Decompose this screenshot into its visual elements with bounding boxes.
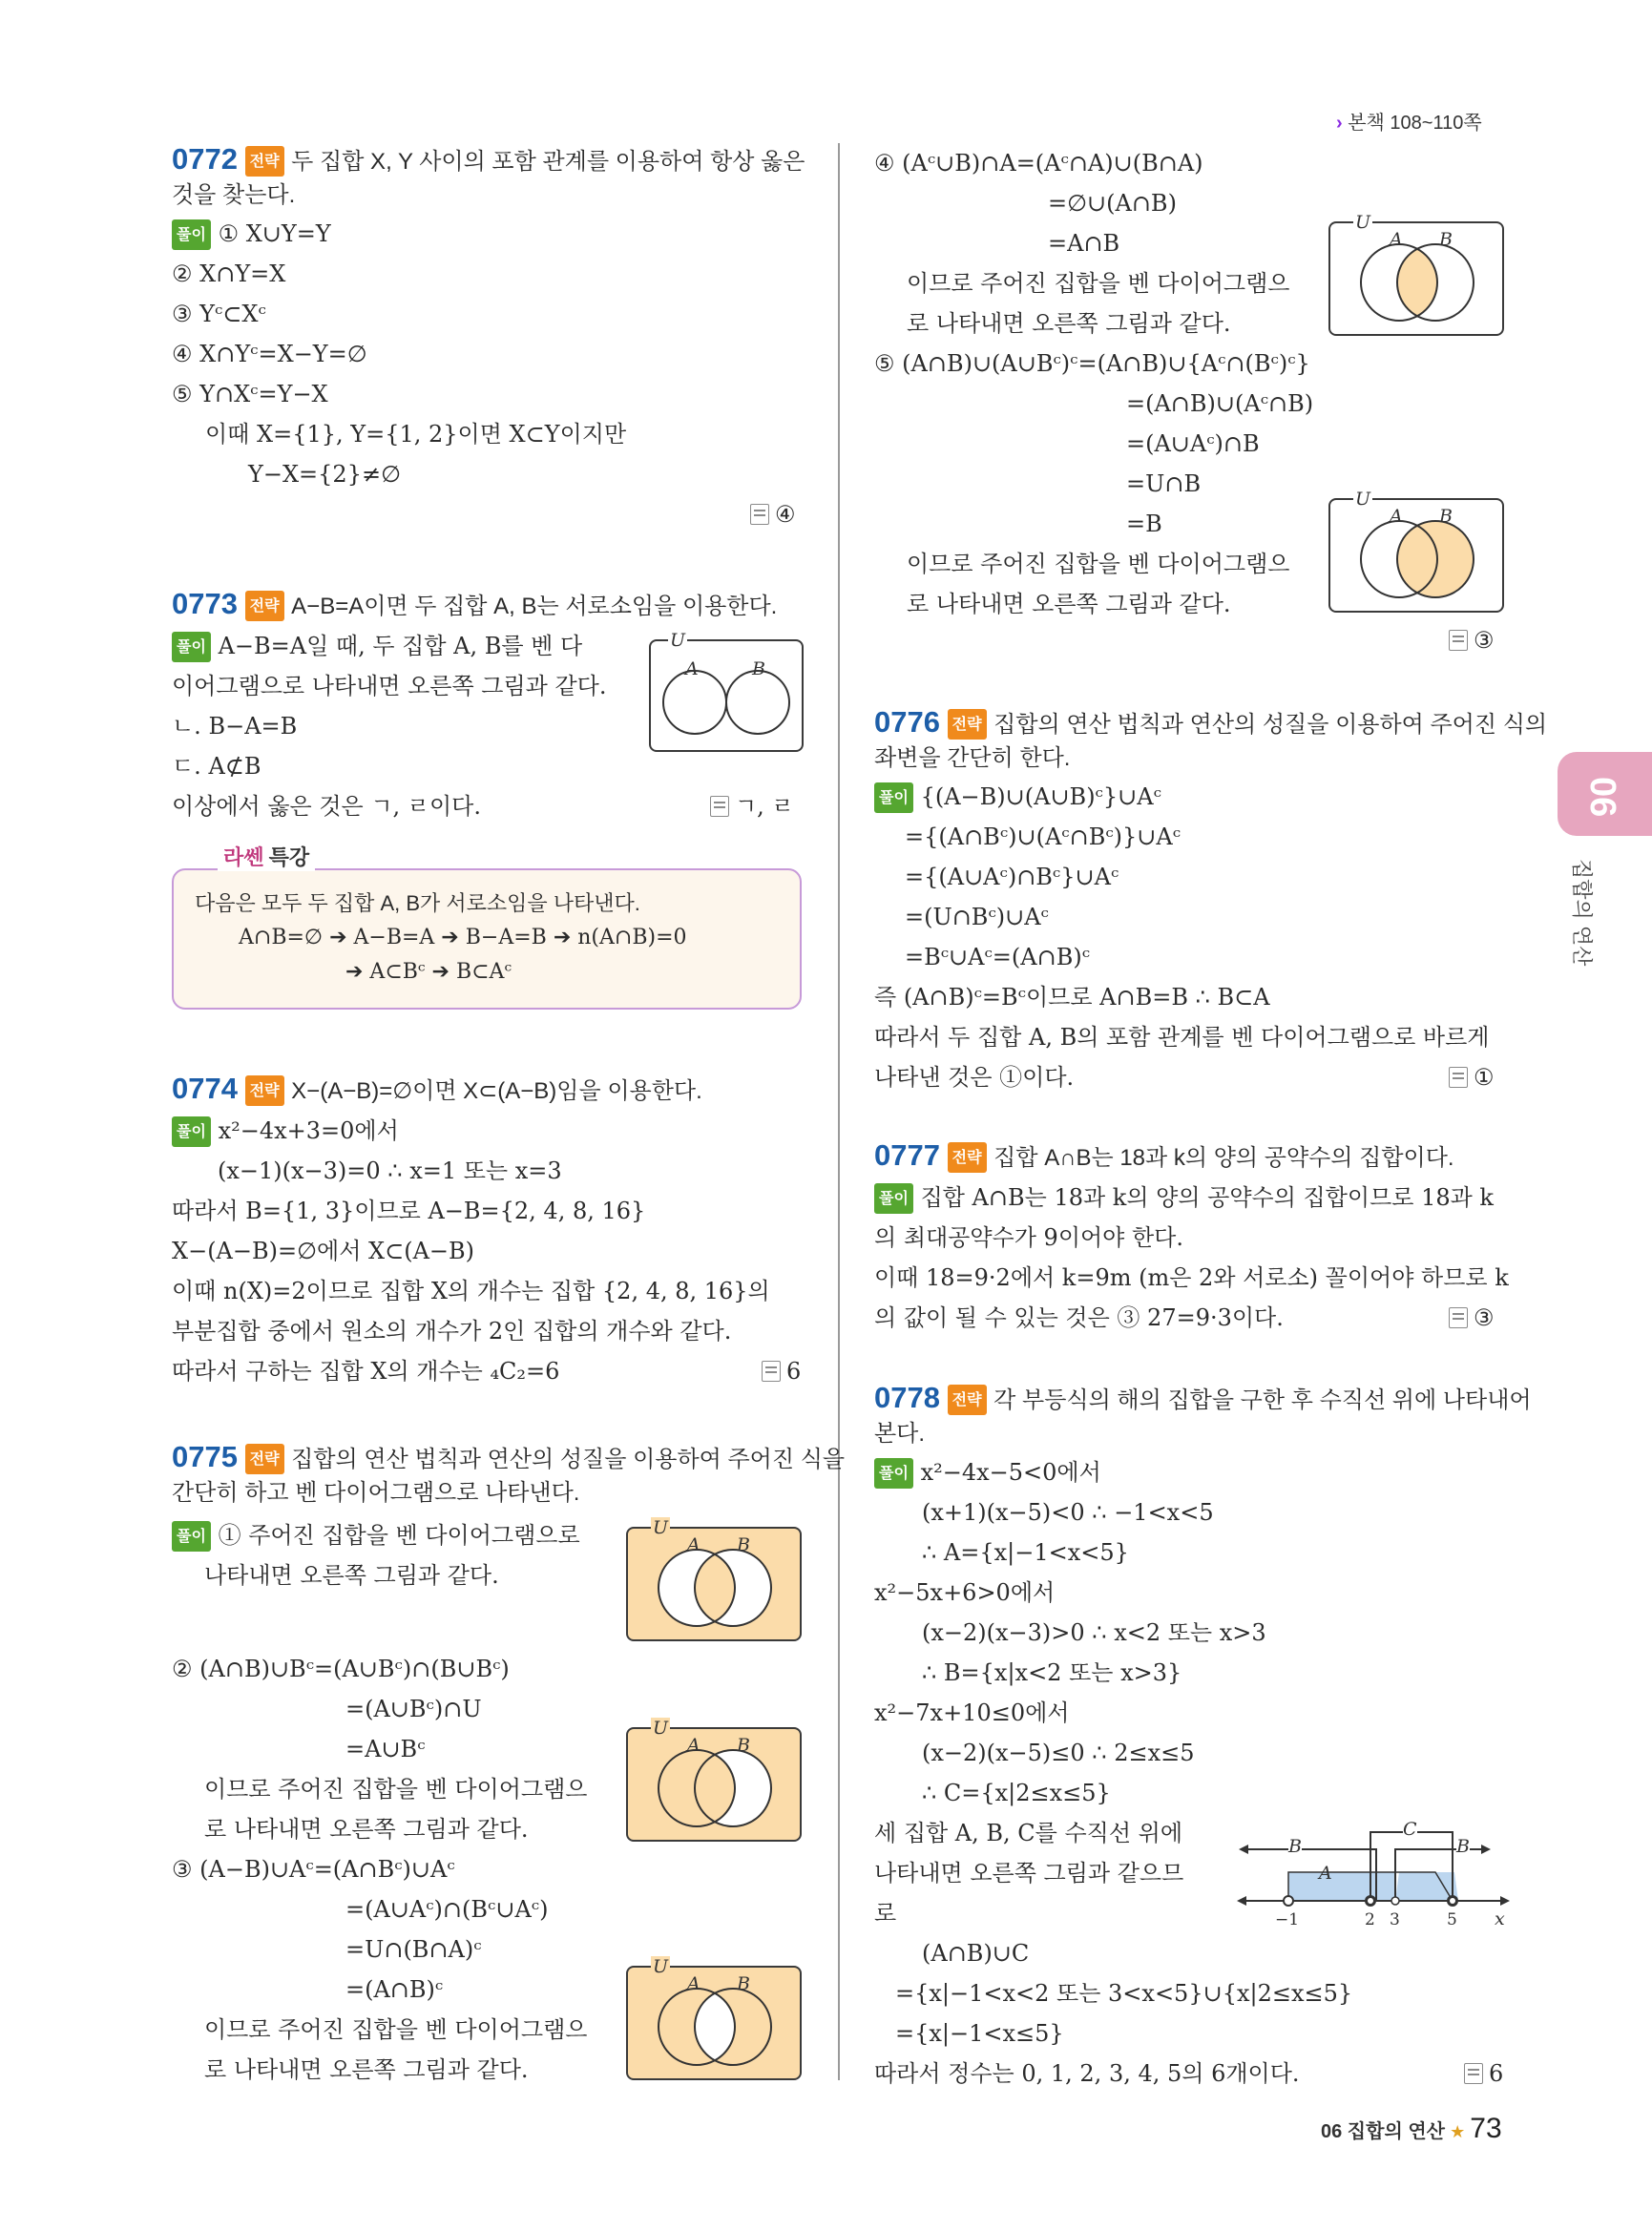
venn-label-b: B — [1439, 506, 1453, 527]
answer-icon — [762, 1361, 781, 1382]
problem-0776-strategy-cont: 좌변을 간단히 한다. — [874, 745, 1071, 771]
solution-line: ㄴ. B−A=B — [172, 713, 298, 740]
note-line: ➔ A⊂Bᶜ ➔ B⊂Aᶜ — [345, 960, 512, 984]
venn-label-b: B — [737, 1735, 750, 1756]
solution-line: 로 — [874, 1900, 897, 1927]
solution-line: ={x|−1<x<2 또는 3<x<5}∪{x|2≤x≤5} — [895, 1980, 1353, 2007]
solution-line: 세 집합 A, B, C를 수직선 위에 — [874, 1820, 1183, 1846]
solution-line: =(A∩B)∪(Aᶜ∩B) — [1126, 390, 1314, 417]
answer: ㄱ, ㄹ — [710, 792, 794, 821]
answer-icon — [750, 504, 769, 525]
solution-badge: 풀이 — [172, 632, 211, 662]
solution-line: 이어그램으로 나타내면 오른쪽 그림과 같다. — [172, 673, 607, 699]
venn-label-b: B — [737, 1973, 750, 1994]
solution-line: 의 값이 될 수 있는 것은 ③ 27=9·3이다. — [874, 1304, 1284, 1331]
answer: ④ — [750, 500, 796, 529]
venn-circles — [628, 1529, 800, 1639]
venn-diagram — [1328, 212, 1504, 336]
column-divider — [838, 143, 840, 2080]
solution-line: 따라서 구하는 집합 X의 개수는 ₄C₂=6 — [172, 1358, 560, 1385]
problem-0772-strategy-cont: 것을 찾는다. — [172, 182, 296, 208]
problem-0772-header: 0772 전략 두 집합 X, Y 사이의 포함 관계를 이용하여 항상 옳은 — [172, 142, 805, 176]
venn-label-b: B — [752, 658, 765, 679]
venn-diagram — [626, 1956, 802, 2080]
solution-line: (A∩B)∪C — [922, 1940, 1030, 1967]
answer: ① — [1449, 1063, 1495, 1092]
venn-circles — [628, 1729, 800, 1840]
solution-line: =Bᶜ∪Aᶜ=(A∩B)ᶜ — [905, 944, 1091, 970]
answer: ③ — [1449, 626, 1495, 655]
answer: 6 — [762, 1357, 801, 1386]
solution-line: =(A∪Aᶜ)∩B — [1126, 430, 1260, 457]
venn-label-u: U — [670, 630, 686, 651]
solution-line: =∅∪(A∩B) — [1048, 190, 1177, 217]
venn-label-a: A — [685, 658, 699, 679]
solution-line: =(U∩Bᶜ)∪Aᶜ — [905, 904, 1049, 930]
venn-label-a: A — [1390, 229, 1403, 250]
solution-line: 의 최대공약수가 9이어야 한다. — [874, 1224, 1183, 1251]
note-line: A∩B=∅ ➔ A−B=A ➔ B−A=B ➔ n(A∩B)=0 — [239, 926, 687, 949]
solution-line: 이때 18=9·2에서 k=9m (m은 2와 서로소) 꼴이어야 하므로 k — [874, 1264, 1509, 1291]
answer: 6 — [1464, 2059, 1503, 2088]
solution-line: =(A∪Aᶜ)∩(Bᶜ∪Aᶜ) — [345, 1896, 549, 1923]
solution-line: x²−7x+10≤0에서 — [874, 1699, 1070, 1726]
number-line-label-a: A — [1319, 1863, 1332, 1884]
strategy-badge: 전략 — [948, 1142, 987, 1173]
venn-circles — [628, 1968, 800, 2078]
venn-diagram — [1328, 489, 1504, 613]
answer-icon — [1449, 630, 1468, 651]
solution-line: 이므로 주어진 집합을 벤 다이어그램으 — [204, 1776, 588, 1803]
solution-line: 풀이 x²−4x−5<0에서 — [874, 1458, 1101, 1489]
venn-label-b: B — [1439, 229, 1453, 250]
problem-0773-header: 0773 전략 A−B=A이면 두 집합 A, B는 서로소임을 이용한다. — [172, 587, 778, 620]
solution-line: 따라서 B={1, 3}이므로 A−B={2, 4, 8, 16} — [172, 1198, 646, 1224]
problem-0775-strategy-cont: 간단히 하고 벤 다이어그램으로 나타낸다. — [172, 1480, 580, 1506]
solution-line: =U∩(B∩A)ᶜ — [345, 1936, 482, 1963]
solution-line: 풀이 x²−4x+3=0에서 — [172, 1116, 399, 1147]
answer-icon — [1449, 1307, 1468, 1328]
solution-line: (x−2)(x−5)≤0 ∴ 2≤x≤5 — [922, 1740, 1195, 1766]
solution-line: (x−2)(x−3)>0 ∴ x<2 또는 x>3 — [922, 1619, 1266, 1646]
solution-line: ④ (Aᶜ∪B)∩A=(Aᶜ∩A)∪(B∩A) — [874, 150, 1203, 177]
solution-line: ③ (A−B)∪Aᶜ=(A∩Bᶜ)∪Aᶜ — [172, 1856, 455, 1883]
strategy-badge: 전략 — [245, 1444, 284, 1474]
strategy-badge: 전략 — [245, 146, 284, 177]
solution-line: ③ Yᶜ⊂Xᶜ — [172, 301, 266, 327]
number-line-axis-label: x — [1495, 1908, 1505, 1929]
solution-line: x²−5x+6>0에서 — [874, 1579, 1056, 1606]
solution-line: 로 나타내면 오른쪽 그림과 같다. — [204, 2056, 529, 2083]
problem-0775-header: 0775 전략 집합의 연산 법칙과 연산의 성질을 이용하여 주어진 식을 — [172, 1440, 846, 1473]
solution-line: 로 나타내면 오른쪽 그림과 같다. — [204, 1816, 529, 1843]
solution-line: 로 나타내면 오른쪽 그림과 같다. — [907, 310, 1231, 337]
solution-badge: 풀이 — [874, 1458, 913, 1489]
solution-line: =(A∩B)ᶜ — [345, 1976, 444, 2003]
venn-label-a: A — [1390, 506, 1403, 527]
solution-line: =A∩B — [1048, 230, 1120, 257]
solution-line: ={(A∪Aᶜ)∩Bᶜ}∪Aᶜ — [905, 864, 1119, 890]
chapter-tab — [1558, 752, 1652, 836]
solution-line: ② (A∩B)∪Bᶜ=(A∪Bᶜ)∩(B∪Bᶜ) — [172, 1656, 510, 1682]
solution-line: ={(A∩Bᶜ)∪(Aᶜ∩Bᶜ)}∪Aᶜ — [905, 824, 1181, 850]
solution-line: 이므로 주어진 집합을 벤 다이어그램으 — [204, 2016, 588, 2043]
venn-label-a: A — [687, 1534, 701, 1555]
venn-label-u: U — [1355, 489, 1371, 510]
solution-line: 따라서 두 집합 A, B의 포함 관계를 벤 다이어그램으로 바르게 — [874, 1024, 1490, 1051]
venn-diagram — [626, 1517, 802, 1641]
solution-line: 따라서 정수는 0, 1, 2, 3, 4, 5의 6개이다. — [874, 2060, 1300, 2087]
solution-line: ⑤ (A∩B)∪(A∪Bᶜ)ᶜ=(A∩B)∪{Aᶜ∩(Bᶜ)ᶜ} — [874, 350, 1310, 377]
solution-line: (x+1)(x−5)<0 ∴ −1<x<5 — [922, 1499, 1214, 1526]
solution-line: 풀이 {(A−B)∪(A∪B)ᶜ}∪Aᶜ — [874, 782, 1161, 813]
venn-diagram — [649, 630, 804, 752]
venn-circles — [1330, 223, 1502, 334]
solution-line: =A∪Bᶜ — [345, 1736, 426, 1762]
chapter-tab-label: 집합의 연산 — [1570, 859, 1594, 967]
star-icon: ★ — [1450, 2122, 1466, 2142]
number-line-tick: 5 — [1447, 1910, 1457, 1929]
solution-line: 이상에서 옳은 것은 ㄱ, ㄹ이다. — [172, 793, 481, 820]
solution-badge: 풀이 — [172, 1521, 211, 1552]
venn-circles — [651, 641, 802, 750]
solution-line: 로 나타내면 오른쪽 그림과 같다. — [907, 591, 1231, 617]
page-reference: › 본책 108~110쪽 — [1336, 113, 1482, 134]
venn-label-u: U — [653, 1517, 669, 1538]
venn-label-u: U — [653, 1718, 669, 1739]
solution-line: ∴ C={x|2≤x≤5} — [922, 1780, 1111, 1806]
solution-line: 풀이 ① X∪Y=Y — [172, 219, 331, 250]
solution-line: =(A∪Bᶜ)∩U — [345, 1696, 482, 1722]
solution-badge: 풀이 — [172, 219, 211, 250]
solution-line: ② X∩Y=X — [172, 261, 286, 287]
chevron-right-icon: › — [1336, 113, 1343, 134]
venn-label-u: U — [653, 1956, 669, 1977]
solution-line: ④ X∩Yᶜ=X−Y=∅ — [172, 341, 367, 367]
solution-line: 부분집합 중에서 원소의 개수가 2인 집합의 개수와 같다. — [172, 1318, 732, 1345]
answer: ③ — [1449, 1303, 1495, 1332]
page-number: 73 — [1470, 2113, 1502, 2144]
solution-line: 나타낸 것은 ①이다. — [874, 1064, 1075, 1091]
solution-badge: 풀이 — [172, 1116, 211, 1147]
problem-0778-strategy-cont: 본다. — [874, 1421, 926, 1447]
solution-line: (x−1)(x−3)=0 ∴ x=1 또는 x=3 — [218, 1157, 562, 1184]
solution-line: 이때 X={1}, Y={1, 2}이면 X⊂Y이지만 — [205, 421, 627, 448]
solution-line: 이때 n(X)=2이므로 집합 X의 개수는 집합 {2, 4, 8, 16}의 — [172, 1278, 770, 1304]
solution-line: ⑤ Y∩Xᶜ=Y−X — [172, 381, 328, 407]
venn-label-a: A — [687, 1973, 701, 1994]
note-line: 다음은 모두 두 집합 A, B가 서로소임을 나타낸다. — [195, 891, 640, 915]
answer-icon — [1464, 2063, 1483, 2084]
problem-0777-header: 0777 전략 집합 A∩B는 18과 k의 양의 공약수의 집합이다. — [874, 1138, 1454, 1172]
problem-0778-header: 0778 전략 각 부등식의 해의 집합을 구한 후 수직선 위에 나타내어 — [874, 1381, 1532, 1414]
number-line-tick: 3 — [1390, 1910, 1400, 1929]
venn-diagram — [626, 1718, 802, 1842]
answer-icon — [1449, 1067, 1468, 1088]
footer-chapter: 06 집합의 연산 — [1321, 2121, 1445, 2142]
venn-circles — [1330, 500, 1502, 611]
solution-line: ∴ B={x|x<2 또는 x>3} — [922, 1659, 1182, 1686]
solution-line: =B — [1126, 511, 1162, 537]
solution-line: 풀이 ① 주어진 집합을 벤 다이어그램으로 — [172, 1521, 580, 1552]
solution-line: X−(A−B)=∅에서 X⊂(A−B) — [172, 1238, 475, 1264]
answer-icon — [710, 796, 729, 817]
venn-label-a: A — [687, 1735, 701, 1756]
solution-line: 나타내면 오른쪽 그림과 같으므 — [874, 1860, 1184, 1887]
solution-line: 풀이 A−B=A일 때, 두 집합 A, B를 벤 다 — [172, 632, 582, 662]
solution-badge: 풀이 — [874, 782, 913, 813]
solution-line: ∴ A={x|−1<x<5} — [922, 1539, 1129, 1566]
solution-line: 풀이 집합 A∩B는 18과 k의 양의 공약수의 집합이므로 18과 k — [874, 1183, 1494, 1214]
number-line-label-b-left: B — [1288, 1836, 1302, 1857]
problem-0776-header: 0776 전략 집합의 연산 법칙과 연산의 성질을 이용하여 주어진 식의 — [874, 705, 1548, 739]
solution-line: 나타내면 오른쪽 그림과 같다. — [204, 1562, 499, 1589]
strategy-badge: 전략 — [245, 591, 284, 621]
number-line-tick: −1 — [1275, 1910, 1300, 1929]
number-line-label-b-right: B — [1456, 1836, 1470, 1857]
solution-line: 이므로 주어진 집합을 벤 다이어그램으 — [907, 551, 1290, 577]
solution-line: ={x|−1<x≤5} — [895, 2020, 1064, 2047]
solution-line: Y−X={2}≠∅ — [248, 461, 401, 488]
solution-line: 이므로 주어진 집합을 벤 다이어그램으 — [907, 270, 1290, 297]
page-footer — [1321, 2113, 1502, 2145]
number-line-tick: 2 — [1365, 1910, 1375, 1929]
venn-label-u: U — [1355, 212, 1371, 233]
strategy-badge: 전략 — [948, 709, 987, 740]
solution-line: 즉 (A∩B)ᶜ=Bᶜ이므로 A∩B=B ∴ B⊂A — [874, 984, 1270, 1011]
venn-label-b: B — [737, 1534, 750, 1555]
solution-badge: 풀이 — [874, 1183, 913, 1214]
number-line-diagram — [1237, 1813, 1514, 1937]
strategy-badge: 전략 — [948, 1385, 987, 1415]
solution-line: ㄷ. A⊄B — [172, 753, 261, 780]
strategy-badge: 전략 — [245, 1075, 284, 1106]
problem-0774-header: 0774 전략 X−(A−B)=∅이면 X⊂(A−B)임을 이용한다. — [172, 1072, 702, 1105]
lecture-note-title: 라쎈 특강 — [218, 842, 315, 871]
chapter-tab-number: 06 — [1582, 777, 1622, 818]
number-line-label-c: C — [1403, 1819, 1417, 1840]
solution-line: =U∩B — [1126, 470, 1202, 497]
